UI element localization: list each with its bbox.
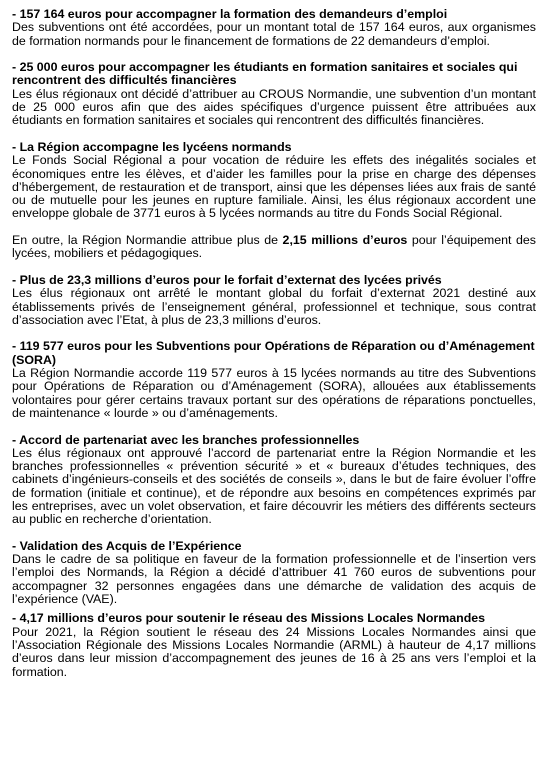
section-body — [12, 234, 536, 261]
section-heading: - 157 164 euros pour accompagner la formation des demandeurs d’emploi — [12, 7, 448, 21]
section-body: Les élus régionaux ont arrêté le montant global du forfait d’externat 2021 destiné aux établissements privés de l’enseignement général, professionnel et technique, sous contrat d’association avec l’Etat, à plus de 23,3 millions d’euros. — [12, 286, 536, 327]
section-heading: - 119 577 euros pour les Subventions pour Opérations de Réparation ou d’Aménagement (SORA) — [12, 339, 535, 367]
section-body: Des subventions ont été accordées, pour un montant total de 157 164 euros, aux organismes de formation normands pour le financement de formations de 22 demandeurs d’emploi. — [12, 20, 536, 48]
section-etudiants-sanitaires — [12, 61, 536, 127]
section-sora — [12, 340, 536, 420]
section-heading: - Validation des Acquis de l’Expérience — [12, 538, 242, 553]
section-forfait-externat — [12, 274, 536, 327]
section-vae — [12, 540, 536, 606]
section-body: La Région Normandie accorde 119 577 euros à 15 lycées normands au titre des Subventions pour Opérations de Réparation ou d’Aménagement (SORA), allouées aux établissements volontaires pour gérer certains travaux portant sur des opérations de réparations ponctuelles, de maintenance « lourde » ou d’aménagements. — [12, 366, 536, 420]
section-heading: - Plus de 23,3 millions d’euros pour le forfait d’externat des lycées privés — [12, 272, 442, 287]
body-text-post: pour l’équipement des lycées, mobiliers et pédagogiques. — [12, 233, 536, 261]
section-demandeurs-emploi — [12, 8, 536, 48]
body-text-bold: 2,15 millions d’euros — [282, 233, 408, 248]
section-body: Les élus régionaux ont décidé d’attribuer au CROUS Normandie, une subvention d’un montant de 25 000 euros afin que des aides spécifiques d’urgence puissent être attribuées aux étudiants en formation sanitaires et sociales qui rencontrent des difficultés financières. — [12, 86, 536, 128]
section-body: Les élus régionaux ont approuvé l’accord de partenariat entre la Région Normandie et les branches professionnelles « prévention sécurité » et « bureaux d’études techniques, des cabinets d’ingénieurs-conseils et des sociétés de conseils », dans le but de faire évoluer l’offre de formation (initiale et continue), et de répondre aux besoins en compétences exprimés par les entreprises, avec un volet observation, et faire découvrir les métiers des différents secteurs au public en recherche d’orientation. — [12, 445, 536, 527]
section-body: Pour 2021, la Région soutient le réseau des 24 Missions Locales Normandes ainsi que l’Association Régionale des Missions Locales Normandie (ARML) à hauteur de 4,17 millions d’euros dans leur mission d’accompagnement des jeunes de 16 à 25 ans vers l’emploi et la formation. — [12, 624, 536, 679]
section-heading: - 4,17 millions d’euros pour soutenir le réseau des Missions Locales Normandes — [12, 611, 486, 626]
section-heading: - La Région accompagne les lycéens normands — [12, 139, 292, 154]
section-heading: - 25 000 euros pour accompagner les étudiants en formation sanitaires et sociales qui rencontrent des difficultés financières — [12, 60, 518, 88]
section-lyceens-normands — [12, 141, 536, 221]
section-body: Dans le cadre de sa politique en faveur de la formation professionnelle et de l’insertion vers l’emploi des Normands, la Région a décidé d’attribuer 41 760 euros de subventions pour accompagner 32 personnes engagées dans une démarche de validation des acquis de l’expérience (VAE). — [12, 552, 536, 607]
section-heading: - Accord de partenariat avec les branches professionnelles — [12, 432, 360, 447]
body-text-pre: En outre, la Région Normandie attribue plus de — [12, 233, 283, 248]
section-missions-locales — [12, 612, 536, 678]
section-equipement-lycees — [12, 234, 536, 261]
section-body: Le Fonds Social Régional a pour vocation de réduire les effets des inégalités sociales et économiques entre les élèves, et d’aider les familles pour la prise en charge des dépenses d’hébergement, de restauration et de transport, ainsi que les dépenses liées aux frais de santé ou de mutuelle pour les jeunes en rupture familiale. Ainsi, les élus régionaux accordent une enveloppe globale de 3771 euros à 5 lycées normands au titre du Fonds Social Régional. — [12, 153, 536, 221]
section-accord-partenariat — [12, 434, 536, 527]
